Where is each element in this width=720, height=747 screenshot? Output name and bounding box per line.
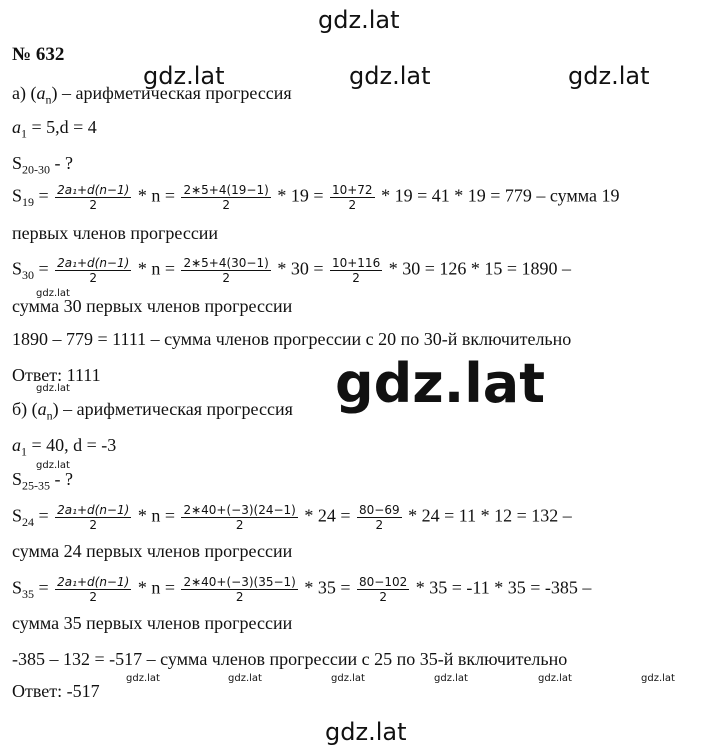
watermark-small-3: gdz.lat bbox=[36, 460, 70, 471]
part-a-given: $a_1 = 5,d = 4$ bbox=[12, 117, 97, 141]
part-b-s35-caption: сумма 35 первых членов прогрессии bbox=[12, 613, 293, 633]
watermark-small-2: gdz.lat bbox=[36, 383, 70, 394]
watermark-small-9: gdz.lat bbox=[641, 673, 675, 684]
part-b-header: б) $(a_n)$ – арифметическая прогрессия bbox=[12, 399, 293, 423]
part-a-answer: Ответ: 1111 bbox=[12, 365, 101, 385]
part-b-s24-caption: сумма 24 первых членов прогрессии bbox=[12, 541, 293, 561]
part-a-header: а) $(a_n)$ – арифметическая прогрессия bbox=[12, 83, 292, 107]
watermark-row1-a: gdz.lat bbox=[143, 62, 225, 90]
part-a-difference: 1890 – 779 = 1111 – сумма членов прогрессии с 20 по 30-й включительно bbox=[12, 329, 572, 349]
part-a-s19-formula: $S_{19}$ = $\frac{\text{2a₁+d(n−1)}}{2}$ * n = $\frac{2∗5+4(19-1)}{2}$ * 19 = $\frac{10+72}{2}$ * 19 = 41 * 19 = 779 – сумма 19 bbox=[12, 183, 620, 212]
part-a-s30-formula: $S_{30}$ = $\frac{\text{2a₁+d(n−1)}}{2}$ * n = $\frac{2∗5+4(30-1)}{2}$ * 30 = $\frac{10+116}{2}$ * 30 = 126 * 15 = 1890 – bbox=[12, 256, 572, 285]
watermark-small-6: gdz.lat bbox=[331, 673, 365, 684]
fraction-general: $\frac{\text{2a₁+d(n−1)}}{2}$ bbox=[57, 183, 130, 212]
part-b-s24-formula: $S_{24}$ = $\frac{\text{2a₁+d(n−1)}}{2}$ * n = $\frac{2∗40+(-3)(24-1)}{2}$ * 24 = $\frac{80-69}{2}$ * 24 = 11 * 12 = 132 – bbox=[12, 503, 572, 532]
task-number: № 632 bbox=[12, 44, 65, 65]
watermark-bottom: gdz.lat bbox=[325, 718, 407, 746]
part-a-s30-caption: сумма 30 первых членов прогрессии bbox=[12, 296, 293, 316]
watermark-small-1: gdz.lat bbox=[36, 288, 70, 299]
watermark-row1-c: gdz.lat bbox=[568, 62, 650, 90]
watermark-top: gdz.lat bbox=[318, 6, 400, 34]
watermark-small-8: gdz.lat bbox=[538, 673, 572, 684]
part-b-find: $S_{25-35}$ - ? bbox=[12, 469, 73, 493]
part-b-given: $a_1 = 40$, d = -3 bbox=[12, 435, 117, 459]
watermark-small-4: gdz.lat bbox=[126, 673, 160, 684]
part-b-difference: -385 – 132 = -517 – сумма членов прогрессии с 25 по 35-й включительно bbox=[12, 649, 568, 669]
watermark-row1-b: gdz.lat bbox=[349, 62, 431, 90]
watermark-small-5: gdz.lat bbox=[228, 673, 262, 684]
part-b-s35-formula: $S_{35}$ = $\frac{\text{2a₁+d(n−1)}}{2}$ * n = $\frac{2∗40+(-3)(35-1)}{2}$ * 35 = $\frac{80-102}{2}$ * 35 = -11 * 35 = -385 – bbox=[12, 575, 592, 604]
watermark-center-large: gdz.lat bbox=[335, 352, 546, 415]
watermark-small-7: gdz.lat bbox=[434, 673, 468, 684]
part-a-s19-caption: первых членов прогрессии bbox=[12, 223, 219, 243]
part-a-find: $S_{20-30}$ - ? bbox=[12, 153, 73, 177]
part-b-answer: Ответ: -517 bbox=[12, 681, 100, 701]
